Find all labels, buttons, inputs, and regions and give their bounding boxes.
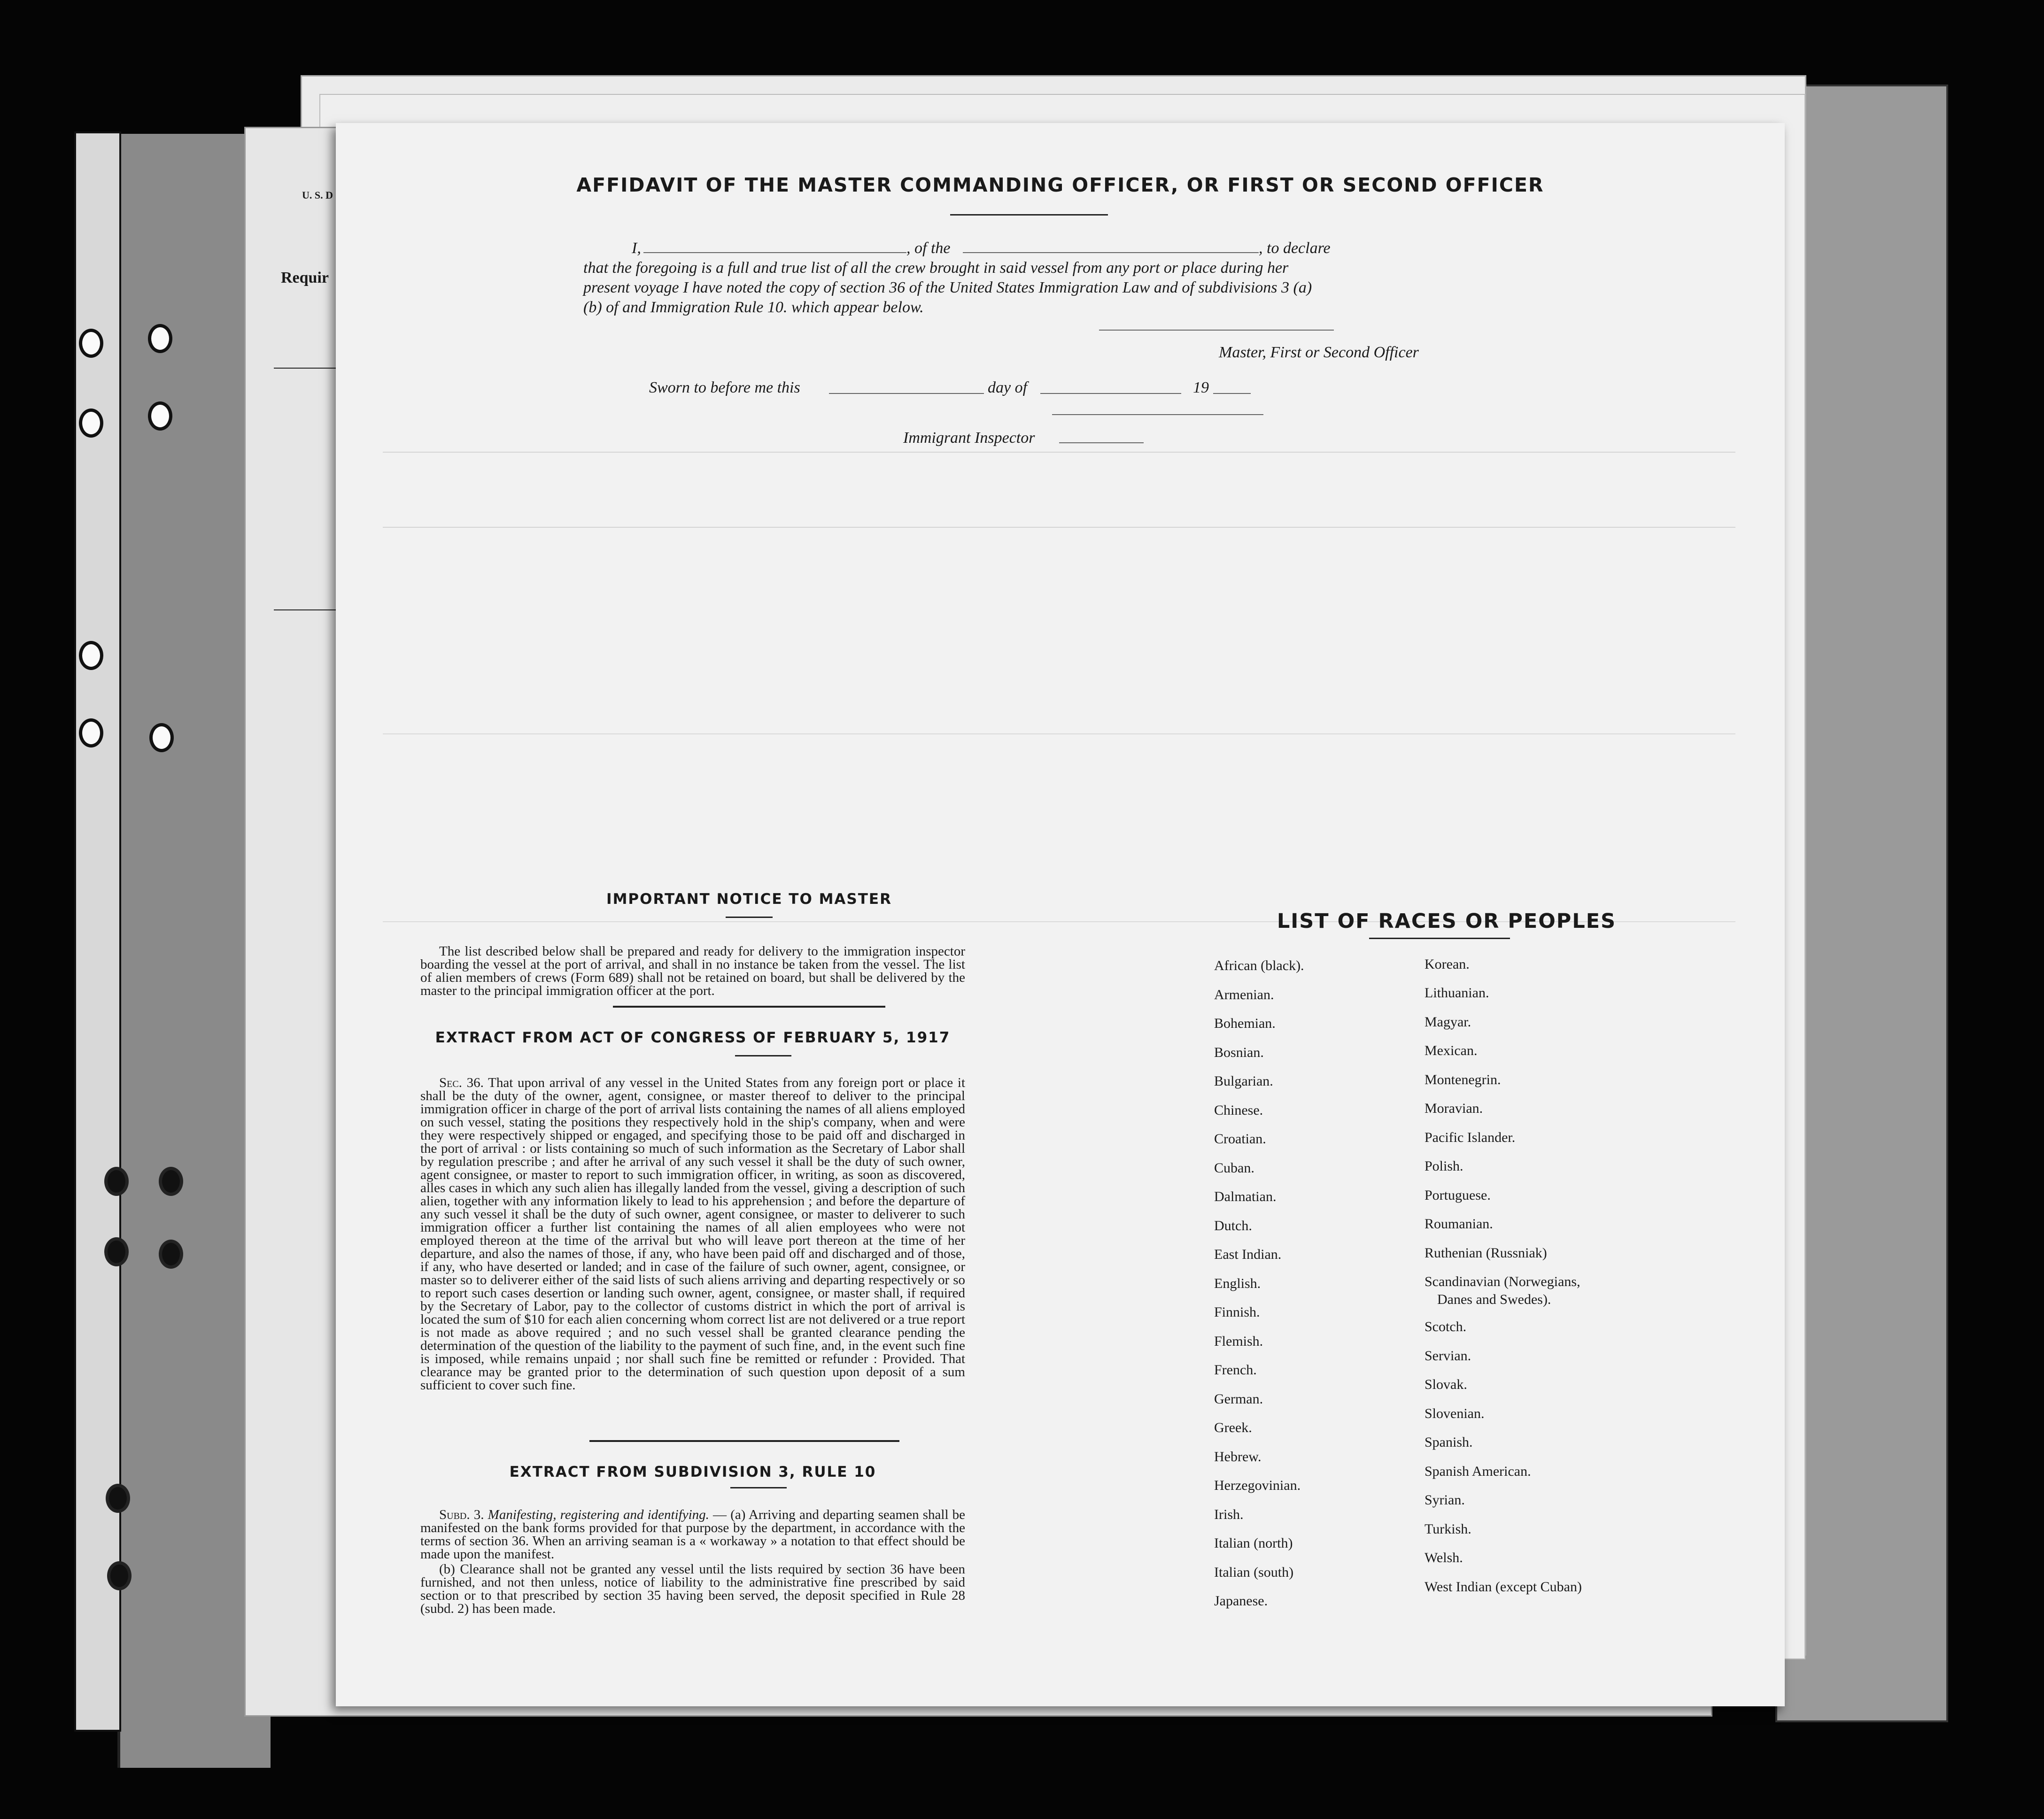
affidavit-heading: AFFIDAVIT OF THE MASTER COMMANDING OFFICER, OR FIRST OR SECOND OFFICER xyxy=(576,174,1544,196)
binder-hole xyxy=(104,1237,129,1266)
race-left-15: French. xyxy=(1214,1362,1257,1378)
binder-hole xyxy=(79,409,103,438)
race-right-12: Scandinavian (Norwegians, xyxy=(1425,1274,1580,1289)
binder-hole xyxy=(104,1167,129,1196)
race-right-7: Pacific Islander. xyxy=(1425,1130,1516,1145)
race-right-6: Moravian. xyxy=(1425,1101,1483,1116)
race-right-21: Welsh. xyxy=(1425,1550,1463,1565)
race-right-5: Montenegrin. xyxy=(1425,1072,1501,1087)
back-sheet-require-label: Requir xyxy=(281,269,329,286)
sworn-day-blank xyxy=(829,393,984,394)
binder-hole xyxy=(148,401,172,431)
race-right-2: Lithuanian. xyxy=(1425,985,1489,1001)
race-left-14: Flemish. xyxy=(1214,1333,1263,1349)
race-left-11: East Indian. xyxy=(1214,1247,1282,1262)
rule-para-1-text: — (a) Arriving and departing seamen shall be manifested on the bank forms provided for that purpose by the department, in accordance with the terms of section 36. When an arriving seaman is a « workaway » a notation to that effect should be made upon the manifest. xyxy=(420,1507,966,1562)
race-left-13: Finnish. xyxy=(1214,1304,1260,1320)
rule-subdivision-label: Subd. 3. xyxy=(439,1507,484,1522)
to-declare-label: , to declare xyxy=(1259,239,1331,257)
race-right-1: Korean. xyxy=(1425,956,1470,972)
binder-hole xyxy=(106,1484,130,1513)
inspector-caption: Immigrant Inspector xyxy=(903,429,1035,447)
notice-rule xyxy=(613,1006,885,1008)
binder-hole xyxy=(79,329,103,358)
binder-hole xyxy=(159,1240,183,1269)
binder-hole xyxy=(79,641,103,670)
race-left-16: German. xyxy=(1214,1391,1263,1407)
affidavit-line-2: that the foregoing is a full and true list of all the crew brought in said vessel from any port or place during her xyxy=(583,259,1289,277)
act-extract-rule xyxy=(589,1440,899,1442)
affiant-label: I, xyxy=(632,239,641,257)
act-section-label: Sec. 36. xyxy=(439,1075,484,1090)
race-right-17: Spanish. xyxy=(1425,1434,1473,1450)
race-left-17: Greek. xyxy=(1214,1420,1252,1435)
rule-extract-heading: EXTRACT FROM SUBDIVISION 3, RULE 10 xyxy=(509,1464,876,1480)
race-left-12: English. xyxy=(1214,1276,1261,1291)
race-left-1: African (black). xyxy=(1214,958,1304,973)
bleed-through-rule xyxy=(383,733,1735,734)
race-right-8: Polish. xyxy=(1425,1158,1463,1174)
act-heading-rule xyxy=(735,1055,791,1056)
race-right-12-cont: Danes and Swedes). xyxy=(1437,1292,1551,1307)
back-sheet-corner-label: U. S. D xyxy=(302,189,333,201)
rule-heading-rule xyxy=(730,1487,787,1488)
year-prefix: 19 xyxy=(1193,379,1209,396)
crew-list-back-page xyxy=(336,123,1785,1706)
race-left-5: Bulgarian. xyxy=(1214,1073,1273,1089)
race-left-7: Croatian. xyxy=(1214,1131,1266,1147)
race-left-4: Bosnian. xyxy=(1214,1045,1264,1060)
race-right-13: Scotch. xyxy=(1425,1319,1467,1334)
race-left-2: Armenian. xyxy=(1214,987,1274,1002)
affiant-name-blank xyxy=(643,252,906,253)
race-right-16: Slovenian. xyxy=(1425,1406,1485,1421)
month-blank xyxy=(1040,393,1181,394)
of-the-label: , of the xyxy=(906,239,951,257)
race-left-21: Italian (north) xyxy=(1214,1535,1293,1551)
year-blank xyxy=(1213,393,1251,394)
race-left-18: Hebrew. xyxy=(1214,1449,1262,1464)
races-heading: LIST OF RACES OR PEOPLES xyxy=(1277,910,1617,933)
notice-heading-rule xyxy=(726,917,773,918)
race-left-6: Chinese. xyxy=(1214,1102,1263,1118)
race-left-10: Dutch. xyxy=(1214,1218,1252,1233)
affidavit-line-3: present voyage I have noted the copy of section 36 of the United States Immigration Law and of subdivisions 3 (a) xyxy=(583,279,1312,296)
race-right-18: Spanish American. xyxy=(1425,1464,1531,1479)
day-of-label: day of xyxy=(988,379,1028,396)
notice-heading: IMPORTANT NOTICE TO MASTER xyxy=(606,891,892,908)
race-right-10: Roumanian. xyxy=(1425,1216,1493,1232)
rule-extract-para-2: (b) Clearance shall not be granted any vessel until the lists required by section 36 have been furnished, and not then unless, notice of liability to the administrative fine prescribed by said section or to that prescribed by section 35 having been served, the deposit specified in Rule 28 (subd. 2) has been made. xyxy=(420,1562,965,1616)
act-extract-body xyxy=(420,1076,965,1392)
binder-hole xyxy=(159,1167,183,1196)
race-left-3: Bohemian. xyxy=(1214,1016,1276,1031)
bleed-through-rule xyxy=(383,452,1735,453)
race-right-14: Servian. xyxy=(1425,1348,1471,1364)
race-right-22: West Indian (except Cuban) xyxy=(1425,1579,1582,1595)
heading-rule xyxy=(950,214,1108,216)
inspector-signature-line xyxy=(1052,414,1263,415)
vessel-name-blank xyxy=(963,252,1259,253)
binder-hole xyxy=(148,324,172,353)
binder-hole xyxy=(79,718,103,748)
race-left-22: Italian (south) xyxy=(1214,1565,1294,1580)
affidavit-line-4: (b) of and Immigration Rule 10. which appear below. xyxy=(583,299,924,316)
race-right-20: Turkish. xyxy=(1425,1521,1471,1537)
rule-extract-para-1 xyxy=(420,1508,965,1561)
race-left-8: Cuban. xyxy=(1214,1160,1254,1176)
race-left-19: Herzegovinian. xyxy=(1214,1478,1301,1493)
act-extract-heading: EXTRACT FROM ACT OF CONGRESS OF FEBRUARY 5, 1917 xyxy=(435,1029,951,1046)
binder-hole xyxy=(149,723,174,752)
signature-caption: Master, First or Second Officer xyxy=(1219,344,1419,361)
binder-hole xyxy=(107,1561,132,1590)
race-right-3: Magyar. xyxy=(1425,1014,1471,1030)
notice-text: The list described below shall be prepared and ready for delivery to the immigration inspector boarding the vessel at the port of arrival, and shall in no instance be taken from the vessel. The list of alien members of crews (Form 689) shall not be retained on board, but shall be delivered by the master to the principal immigration officer at the port. xyxy=(420,944,965,998)
inspector-blank xyxy=(1059,442,1144,443)
race-right-11: Ruthenian (Russniak) xyxy=(1425,1245,1547,1261)
race-left-9: Dalmatian. xyxy=(1214,1189,1277,1204)
race-right-15: Slovak. xyxy=(1425,1377,1467,1392)
bleed-through-rule xyxy=(383,527,1735,528)
race-right-9: Portuguese. xyxy=(1425,1187,1491,1203)
race-left-23: Japanese. xyxy=(1214,1593,1268,1609)
races-heading-rule xyxy=(1369,938,1510,939)
rule-subdivision-title: Manifesting, registering and identifying. xyxy=(488,1507,709,1522)
signature-line xyxy=(1099,330,1334,331)
sworn-label: Sworn to before me this xyxy=(649,379,800,396)
race-right-19: Syrian. xyxy=(1425,1492,1465,1508)
race-left-20: Irish. xyxy=(1214,1507,1244,1522)
race-right-4: Mexican. xyxy=(1425,1043,1478,1058)
act-section-text: That upon arrival of any vessel in the United States from any foreign port or place it shall be the duty of the owner, agent, consignee, or master thereof to deliver to the principal immigration officer in charge of the port of arrival lists containing the names of all aliens employed on such vessel, stating the positions they respectively hold in the ship's company, when and were they were respectively shipped or engaged, and specifying those to be paid off and discharged in the port of arrival : or lists containing so much of such information as the Secretary of Labor shall by regulation prescribe ; and after he arrival of any such vessel it shall be the duty of such owner, agent consignee, or master to report to such immigration officer, in writing, as soon as discovered, alles cases in which any such alien has illegally landed from the vessel, giving a description of such alien, together with any information likely to lead to his apprehension ; and before the departure of any such vessel it shall be the duty of such owner, agent consignee, or master to deliverer to such immigration officer a further list containing the names of all alien employees who were not employed thereon at the time of the arrival but who will leave port thereon at the time of her departure, and also the names of those, if any, who have been paid off and discharged and of those, if any, who have deserted or landed; and in case of the failure of such owner, agent, consignee, or master so to deliverer either of the said lists of such aliens arriving and departing respectively or so to report such cases desertion or landing such owner, agent, consignee, or master shall, if required by the Secretary of Labor, pay to the collector of customs district in which the port of arrival is located the sum of $10 for each alien concerning whom correct list are not delivered or a true report is not made as above required ; and no such vessel shall be granted clearance pending the determination of the question of the liability to the payment of such fine, and, in the event such fine is imposed, while remains unpaid ; nor shall such fine be remitted or refunder : Provided. That clearance may be granted prior to the determination of such question upon deposit of a sum sufficient to cover such fine. xyxy=(420,1075,966,1393)
